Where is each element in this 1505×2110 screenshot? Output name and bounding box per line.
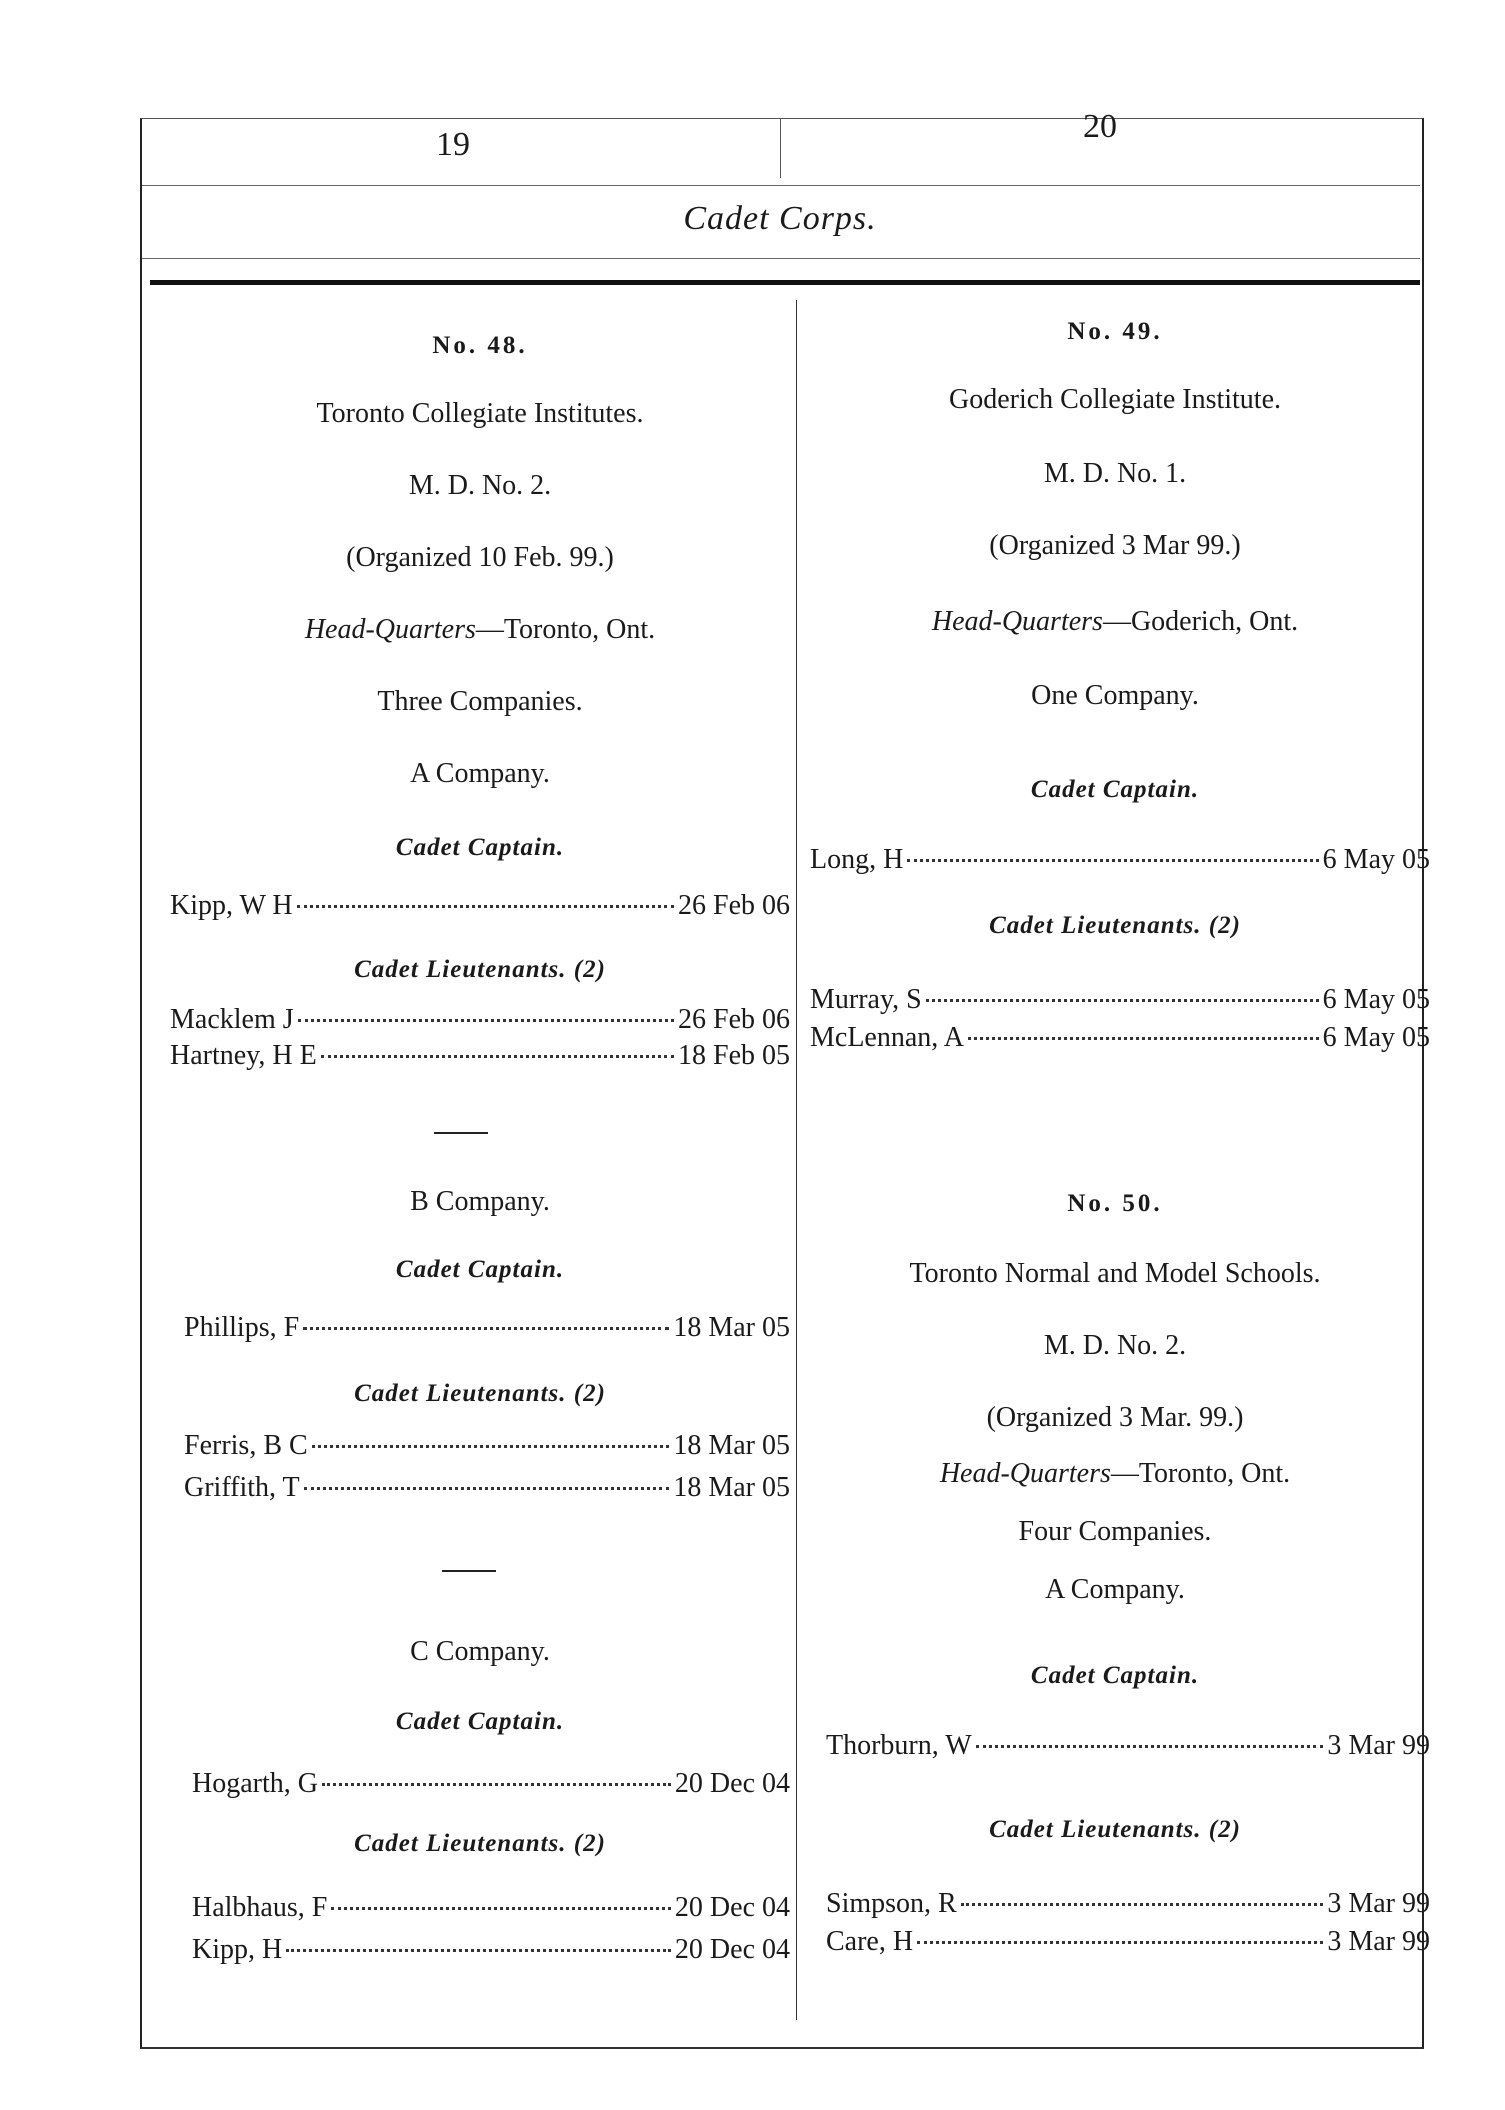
entry-date: 18 Mar 05: [673, 1312, 790, 1343]
companies-count: Four Companies.: [1018, 1516, 1212, 1547]
thick-rule: [150, 280, 1420, 285]
lieutenants-heading: Cadet Lieutenants. (2): [989, 1816, 1241, 1843]
institution-name: Toronto Collegiate Institutes.: [316, 398, 644, 429]
entry-name: Ferris, B C: [184, 1430, 308, 1461]
roster-entry: [826, 1926, 1430, 1958]
hq-value: —Toronto, Ont.: [1110, 1458, 1291, 1489]
institution-name: Toronto Normal and Model Schools.: [909, 1258, 1321, 1289]
entry-date: 20 Dec 04: [674, 1934, 790, 1965]
column-divider: [796, 300, 797, 2020]
roster-entry: [170, 890, 790, 922]
entry-date: 18 Feb 05: [678, 1040, 790, 1071]
entry-name: Simpson, R: [826, 1888, 957, 1919]
leader-dots: [926, 999, 1319, 1002]
entry-date: 18 Mar 05: [673, 1430, 790, 1461]
captain-heading: Cadet Captain.: [395, 1256, 565, 1283]
entry-date: 3 Mar 99: [1327, 1926, 1430, 1957]
captain-heading: Cadet Captain.: [395, 834, 565, 861]
hq-label: Head-Quarters: [939, 1458, 1111, 1489]
company-heading: C Company.: [410, 1636, 550, 1667]
roster-entry: [184, 1472, 790, 1504]
leader-dots: [917, 1941, 1323, 1944]
headquarters: [810, 606, 1420, 638]
roster-entry: [826, 1888, 1430, 1920]
leader-dots: [297, 905, 674, 908]
organized-date: (Organized 3 Mar. 99.): [986, 1402, 1244, 1433]
entry-name: Phillips, F: [184, 1312, 300, 1343]
entry-name: Kipp, W H: [170, 890, 293, 921]
organized-date: (Organized 10 Feb. 99.): [346, 542, 614, 573]
entry-name: Griffith, T: [184, 1472, 300, 1503]
military-district: M. D. No. 2.: [1043, 1330, 1187, 1361]
lieutenants-heading: Cadet Lieutenants. (2): [354, 956, 606, 983]
hq-label: Head-Quarters: [931, 606, 1103, 637]
roster-entry: [184, 1312, 790, 1344]
leader-dots: [907, 859, 1318, 862]
captain-heading: Cadet Captain.: [1030, 1662, 1200, 1689]
entry-name: Kipp, H: [192, 1934, 283, 1965]
leader-dots: [286, 1949, 671, 1952]
leader-dots: [968, 1037, 1319, 1040]
captain-heading: Cadet Captain.: [1030, 776, 1200, 803]
roster-entry: [810, 844, 1430, 876]
company-heading: A Company.: [410, 758, 550, 789]
roster-entry: [192, 1934, 790, 1966]
roster-entry: [192, 1768, 790, 1800]
roster-entry: [170, 1040, 790, 1072]
entry-date: 18 Mar 05: [673, 1472, 790, 1503]
entry-name: Hogarth, G: [192, 1768, 318, 1799]
entry-name: Thorburn, W: [826, 1730, 972, 1761]
leader-dots: [312, 1445, 670, 1448]
entry-name: Murray, S: [810, 984, 922, 1015]
entry-date: 26 Feb 06: [678, 890, 790, 921]
company-heading: A Company.: [1045, 1574, 1185, 1605]
captain-heading: Cadet Captain.: [395, 1708, 565, 1735]
institution-name: Goderich Collegiate Institute.: [948, 384, 1282, 415]
companies-count: Three Companies.: [377, 686, 583, 717]
roster-entry: [184, 1430, 790, 1462]
unit-number: No. 49.: [1067, 318, 1163, 345]
leader-dots: [961, 1903, 1324, 1906]
lieutenants-heading: Cadet Lieutenants. (2): [354, 1380, 606, 1407]
header-rule: [142, 185, 1420, 186]
leader-dots: [321, 1055, 674, 1058]
entry-date: 20 Dec 04: [674, 1892, 790, 1923]
entry-date: 3 Mar 99: [1327, 1730, 1430, 1761]
section-separator: [434, 1132, 488, 1134]
entry-name: Halbhaus, F: [192, 1892, 328, 1923]
page-number-left: 19: [436, 126, 470, 163]
entry-name: Long, H: [810, 844, 904, 875]
roster-entry: [170, 1004, 790, 1036]
roster-entry: [810, 1022, 1430, 1054]
header-divider: [780, 118, 781, 178]
lieutenants-heading: Cadet Lieutenants. (2): [989, 912, 1241, 939]
entry-name: Care, H: [826, 1926, 914, 1957]
leader-dots: [322, 1783, 671, 1786]
leader-dots: [976, 1745, 1324, 1748]
leader-dots: [298, 1019, 674, 1022]
roster-entry: [810, 984, 1430, 1016]
page-number-right: 20: [1083, 108, 1117, 145]
companies-count: One Company.: [1031, 680, 1199, 711]
hq-label: Head-Quarters: [304, 614, 476, 645]
entry-date: 26 Feb 06: [678, 1004, 790, 1035]
leader-dots: [331, 1907, 671, 1910]
roster-entry: [192, 1892, 790, 1924]
entry-name: Macklem J: [170, 1004, 294, 1035]
headquarters: [170, 614, 790, 646]
organized-date: (Organized 3 Mar 99.): [989, 530, 1241, 561]
entry-date: 3 Mar 99: [1327, 1888, 1430, 1919]
military-district: M. D. No. 2.: [408, 470, 552, 501]
company-heading: B Company.: [410, 1186, 550, 1217]
entry-date: 20 Dec 04: [674, 1768, 790, 1799]
headquarters: [810, 1458, 1420, 1490]
leader-dots: [303, 1327, 669, 1330]
unit-number: No. 48.: [432, 332, 528, 359]
section-separator: [442, 1570, 496, 1572]
title-rule: [142, 258, 1420, 259]
entry-date: 6 May 05: [1322, 844, 1430, 875]
entry-name: McLennan, A: [810, 1022, 964, 1053]
lieutenants-heading: Cadet Lieutenants. (2): [354, 1830, 606, 1857]
hq-value: —Goderich, Ont.: [1102, 606, 1299, 637]
entry-date: 6 May 05: [1322, 1022, 1430, 1053]
page-title: Cadet Corps.: [683, 200, 877, 237]
military-district: M. D. No. 1.: [1043, 458, 1187, 489]
leader-dots: [304, 1487, 670, 1490]
entry-date: 6 May 05: [1322, 984, 1430, 1015]
unit-number: No. 50.: [1067, 1190, 1163, 1217]
hq-value: —Toronto, Ont.: [475, 614, 656, 645]
entry-name: Hartney, H E: [170, 1040, 317, 1071]
roster-entry: [826, 1730, 1430, 1762]
